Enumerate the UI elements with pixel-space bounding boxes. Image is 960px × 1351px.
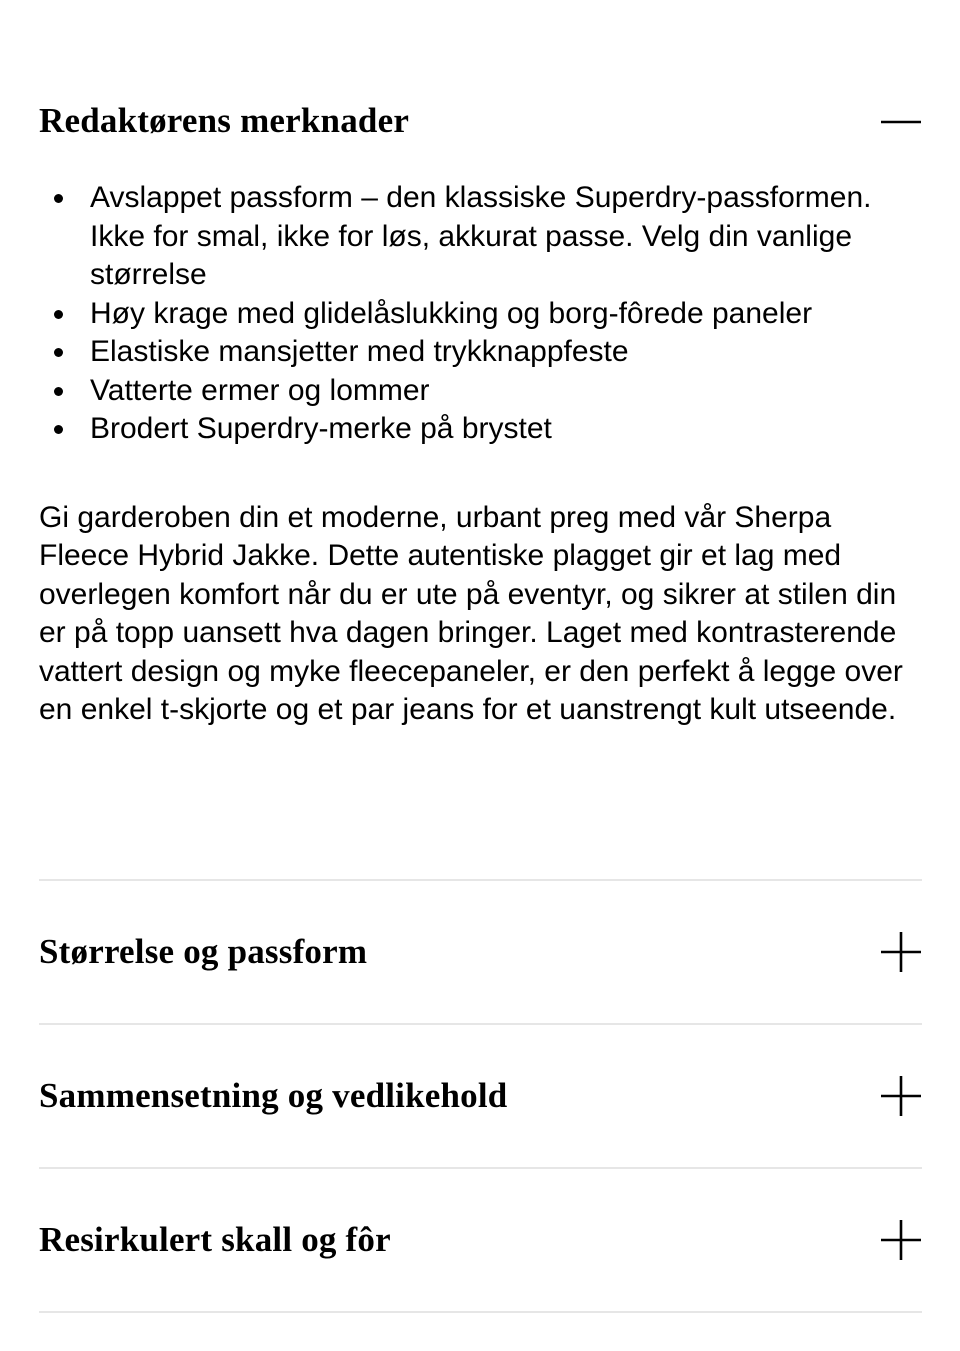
accordion-title: Resirkulert skall og fôr	[39, 1220, 391, 1259]
plus-icon[interactable]	[880, 1219, 922, 1261]
list-item: Avslappet passform – den klassiske Superdry-passformen. Ikke for smal, ikke for løs, akkurat passe. Velg din vanlige størrelse	[39, 179, 922, 295]
feature-list	[39, 179, 922, 449]
product-details	[39, 0, 922, 1259]
accordion-list	[39, 879, 922, 1313]
accordion-size-fit	[39, 881, 922, 1023]
list-item: Brodert Superdry-merke på brystet	[39, 410, 922, 449]
accordion-composition-care	[39, 1025, 922, 1167]
accordion-title: Redaktørens merknader	[39, 101, 410, 140]
minus-icon[interactable]	[880, 100, 922, 142]
plus-icon[interactable]	[880, 931, 922, 973]
list-item: Vatterte ermer og lommer	[39, 372, 922, 411]
accordion-header-editor-notes[interactable]	[39, 96, 922, 146]
plus-icon[interactable]	[880, 1075, 922, 1117]
divider	[39, 1311, 922, 1313]
accordion-header-recycled-shell[interactable]	[39, 1169, 922, 1311]
list-item: Høy krage med glidelåslukking og borg-fôrede paneler	[39, 295, 922, 334]
accordion-recycled-shell	[39, 1169, 922, 1311]
accordion-title: Sammensetning og vedlikehold	[39, 1076, 508, 1115]
accordion-header-size-fit[interactable]	[39, 881, 922, 1023]
product-description: Gi garderoben din et moderne, urbant preg med vår Sherpa Fleece Hybrid Jakke. Dette autentiske plagget gir et lag med overlegen komfort når du er ute på eventyr, og sikrer at stilen din er på topp uansett hva dagen bringer. Laget med kontrasterende vattert design og myke fleecepaneler, er den perfekt å legge over en enkel t-skjorte og et par jeans for et uanstrengt kult utseende.	[39, 500, 903, 726]
accordion-editor-notes	[39, 0, 922, 730]
list-item: Elastiske mansjetter med trykknappfeste	[39, 333, 922, 372]
accordion-title: Størrelse og passform	[39, 932, 368, 971]
accordion-header-composition-care[interactable]	[39, 1025, 922, 1167]
